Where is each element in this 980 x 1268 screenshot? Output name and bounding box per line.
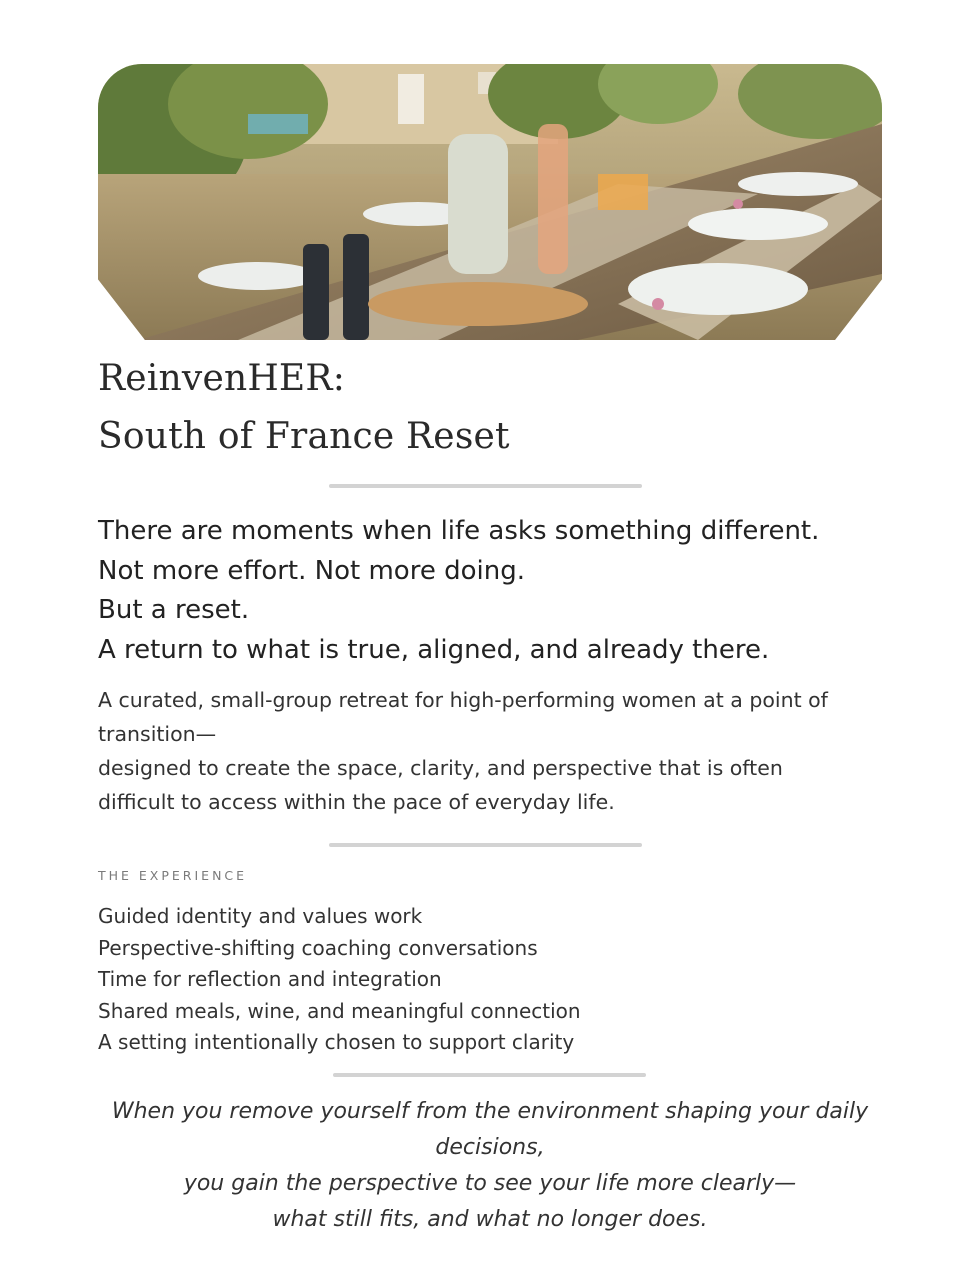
divider <box>333 1073 646 1077</box>
hero-image <box>98 64 882 340</box>
garden-dinner-table-photo <box>98 64 882 340</box>
lead-line: There are moments when life asks something different. <box>98 516 820 546</box>
lead-line: But a reset. <box>98 595 250 625</box>
list-item: Time for reflection and integration <box>98 967 442 991</box>
experience-list <box>98 901 581 1059</box>
list-item: Guided identity and values work <box>98 904 423 928</box>
list-item: Perspective-shifting coaching conversations <box>98 935 538 960</box>
description-line: designed to create the space, clarity, and perspective that is often <box>98 756 783 780</box>
divider <box>329 484 642 488</box>
divider <box>329 843 642 847</box>
lead-line: A return to what is true, aligned, and already there. <box>98 634 770 665</box>
page-title <box>98 350 510 466</box>
description-text <box>98 683 888 819</box>
title-line-2: South of France Reset <box>98 416 510 457</box>
description-line: A curated, small-group retreat for high-performing women at a point of <box>98 688 828 712</box>
quote-line: When you remove yourself from the environment shaping your daily <box>111 1099 869 1124</box>
quote-line: what still fits, and what no longer does. <box>272 1207 708 1232</box>
description-line: difficult to access within the pace of everyday life. <box>98 790 615 814</box>
description-line: transition— <box>98 722 217 746</box>
quote-line: you gain the perspective to see your life more clearly— <box>183 1171 797 1196</box>
closing-quote <box>98 1094 882 1238</box>
section-label-experience: THE EXPERIENCE <box>98 868 248 883</box>
title-line-1: ReinvenHER: <box>98 358 346 399</box>
lead-text <box>98 512 898 670</box>
quote-line: decisions, <box>435 1135 545 1160</box>
lead-line: Not more effort. Not more doing. <box>98 555 525 586</box>
list-item: Shared meals, wine, and meaningful connection <box>98 998 581 1023</box>
list-item: A setting intentionally chosen to support clarity <box>98 1030 575 1054</box>
